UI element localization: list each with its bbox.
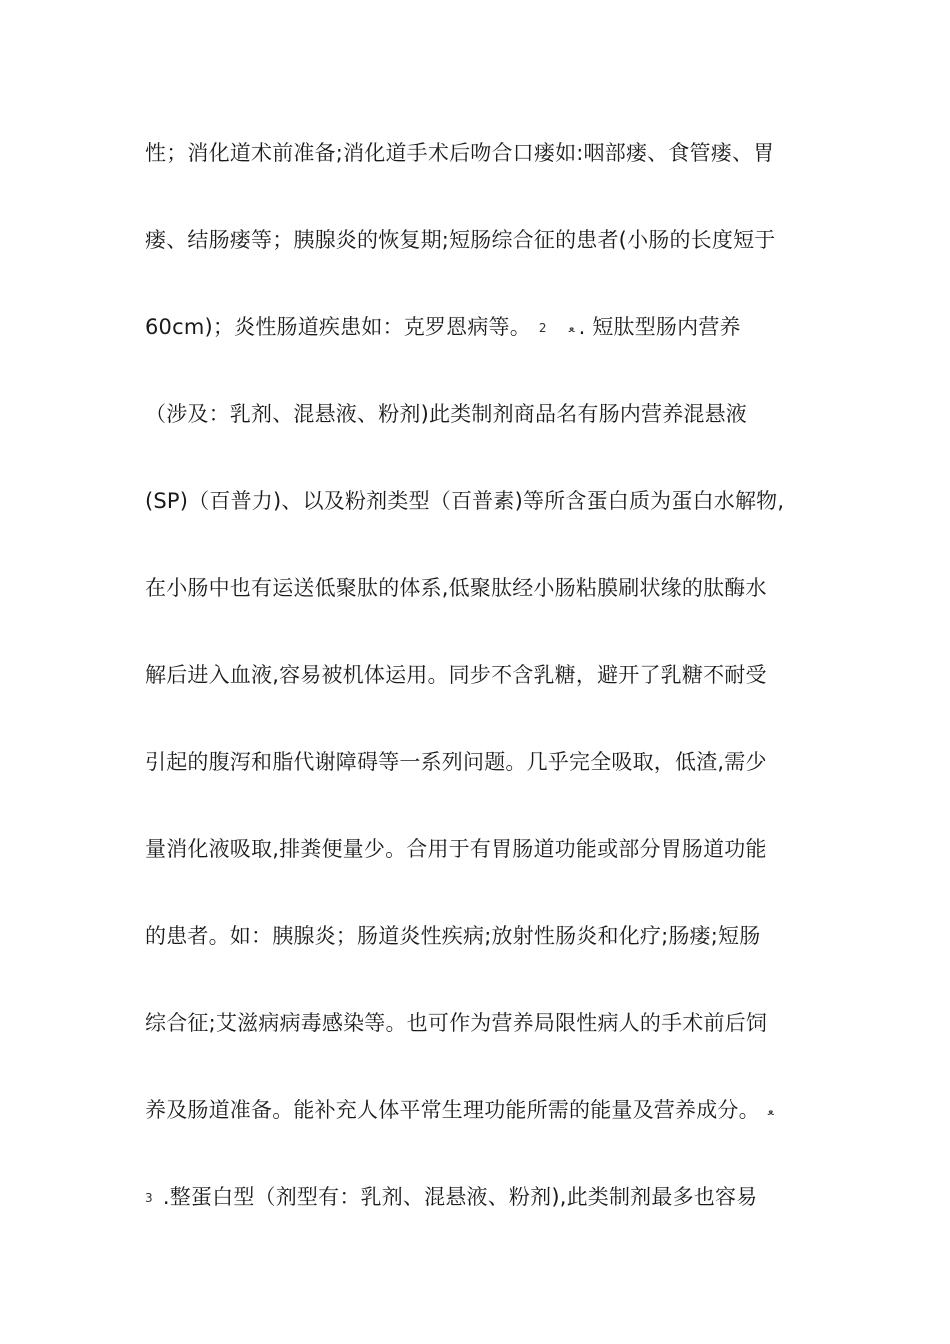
text-line	[145, 1004, 815, 1091]
line-text: .整蛋白型（剂型有：乳剂、混悬液、粉剂),此类制剂最多也容易	[162, 1185, 758, 1209]
text-line	[145, 308, 815, 395]
text-line	[145, 395, 815, 482]
line-text: 60cm)；炎性肠道疾患如：克罗恩病等。	[145, 315, 531, 339]
line-text: （涉及：乳剂、混悬液、粉剂)此类制剂商品名有肠内营养混悬液	[145, 402, 747, 426]
line-text: 的患者。如：胰腺炎；肠道炎性疾病;放射性肠炎和化疗;肠瘘;短肠	[145, 924, 761, 948]
line-text-continued: . 短肽型肠内营养	[578, 315, 741, 339]
footnote-number: 2	[538, 321, 547, 335]
list-number: 3	[145, 1191, 153, 1205]
text-line	[145, 134, 815, 221]
text-line	[145, 830, 815, 917]
document-body	[145, 134, 815, 1265]
text-line	[145, 221, 815, 308]
text-line	[145, 917, 815, 1004]
text-line	[145, 482, 815, 569]
line-text: 在小肠中也有运送低聚肽的体系,低聚肽经小肠粘膜刷状缘的肽酶水	[145, 576, 767, 600]
line-text: 引起的腹泻和脂代谢障碍等一系列问题。几乎完全吸取，低渣,需少	[145, 750, 767, 774]
text-line	[145, 656, 815, 743]
text-line	[145, 1178, 815, 1265]
line-text: 量消化液吸取,排粪便量少。合用于有胃肠道功能或部分胃肠道功能	[145, 837, 767, 861]
line-text: 瘘、结肠瘘等；胰腺炎的恢复期;短肠综合征的患者(小肠的长度短于	[145, 228, 776, 252]
text-line	[145, 743, 815, 830]
line-text: 养及肠道准备。能补充人体平常生理功能所需的能量及营养成分。	[145, 1098, 760, 1122]
glyph-marker: ﻌ	[767, 1104, 774, 1118]
line-text: (SP)（百普力)、以及粉剂类型（百普素)等所含蛋白质为蛋白水解物,	[145, 489, 785, 513]
text-line	[145, 569, 815, 656]
line-text: 综合征;艾滋病病毒感染等。也可作为营养局限性病人的手术前后饲	[145, 1011, 768, 1035]
line-text: 性；消化道术前准备;消化道手术后吻合口瘘如:咽部瘘、食管瘘、胃	[145, 141, 775, 165]
text-line	[145, 1091, 815, 1178]
glyph-marker: ﻌ	[568, 321, 575, 335]
line-text: 解后进入血液,容易被机体运用。同步不含乳糖，避开了乳糖不耐受	[145, 663, 767, 687]
